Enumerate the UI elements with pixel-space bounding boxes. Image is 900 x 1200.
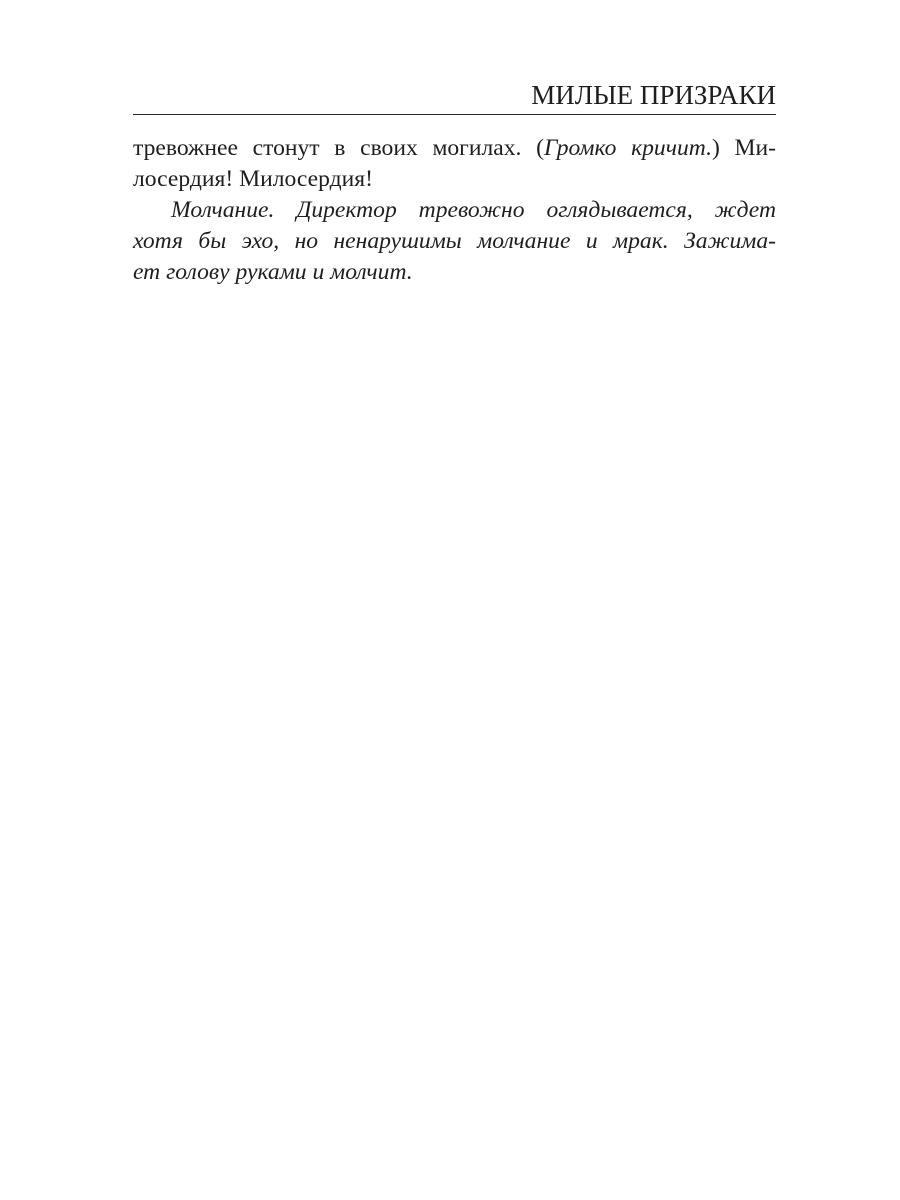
stage-direction-line-2: хотя бы эхо, но ненарушимы молчание и мрак. Зажима- [133,228,776,254]
text-line-1-start: тревожнее стонут в своих могилах. ( [133,135,544,161]
page-body-text [133,133,776,288]
italic-remark: Громко кричит. [543,135,713,161]
stage-direction-line-3: ет голову руками и молчит. [133,259,413,285]
text-line-1-end: ) Ми- [712,135,777,161]
running-head-title: МИЛЫЕ ПРИЗРАКИ [531,80,776,110]
running-header [133,78,776,115]
text-line-2: лосердия! Милосердия! [133,166,373,192]
stage-direction-line-1: Молчание. Директор тревожно оглядывается, ждет [171,197,776,223]
text-line-1 [133,133,776,164]
